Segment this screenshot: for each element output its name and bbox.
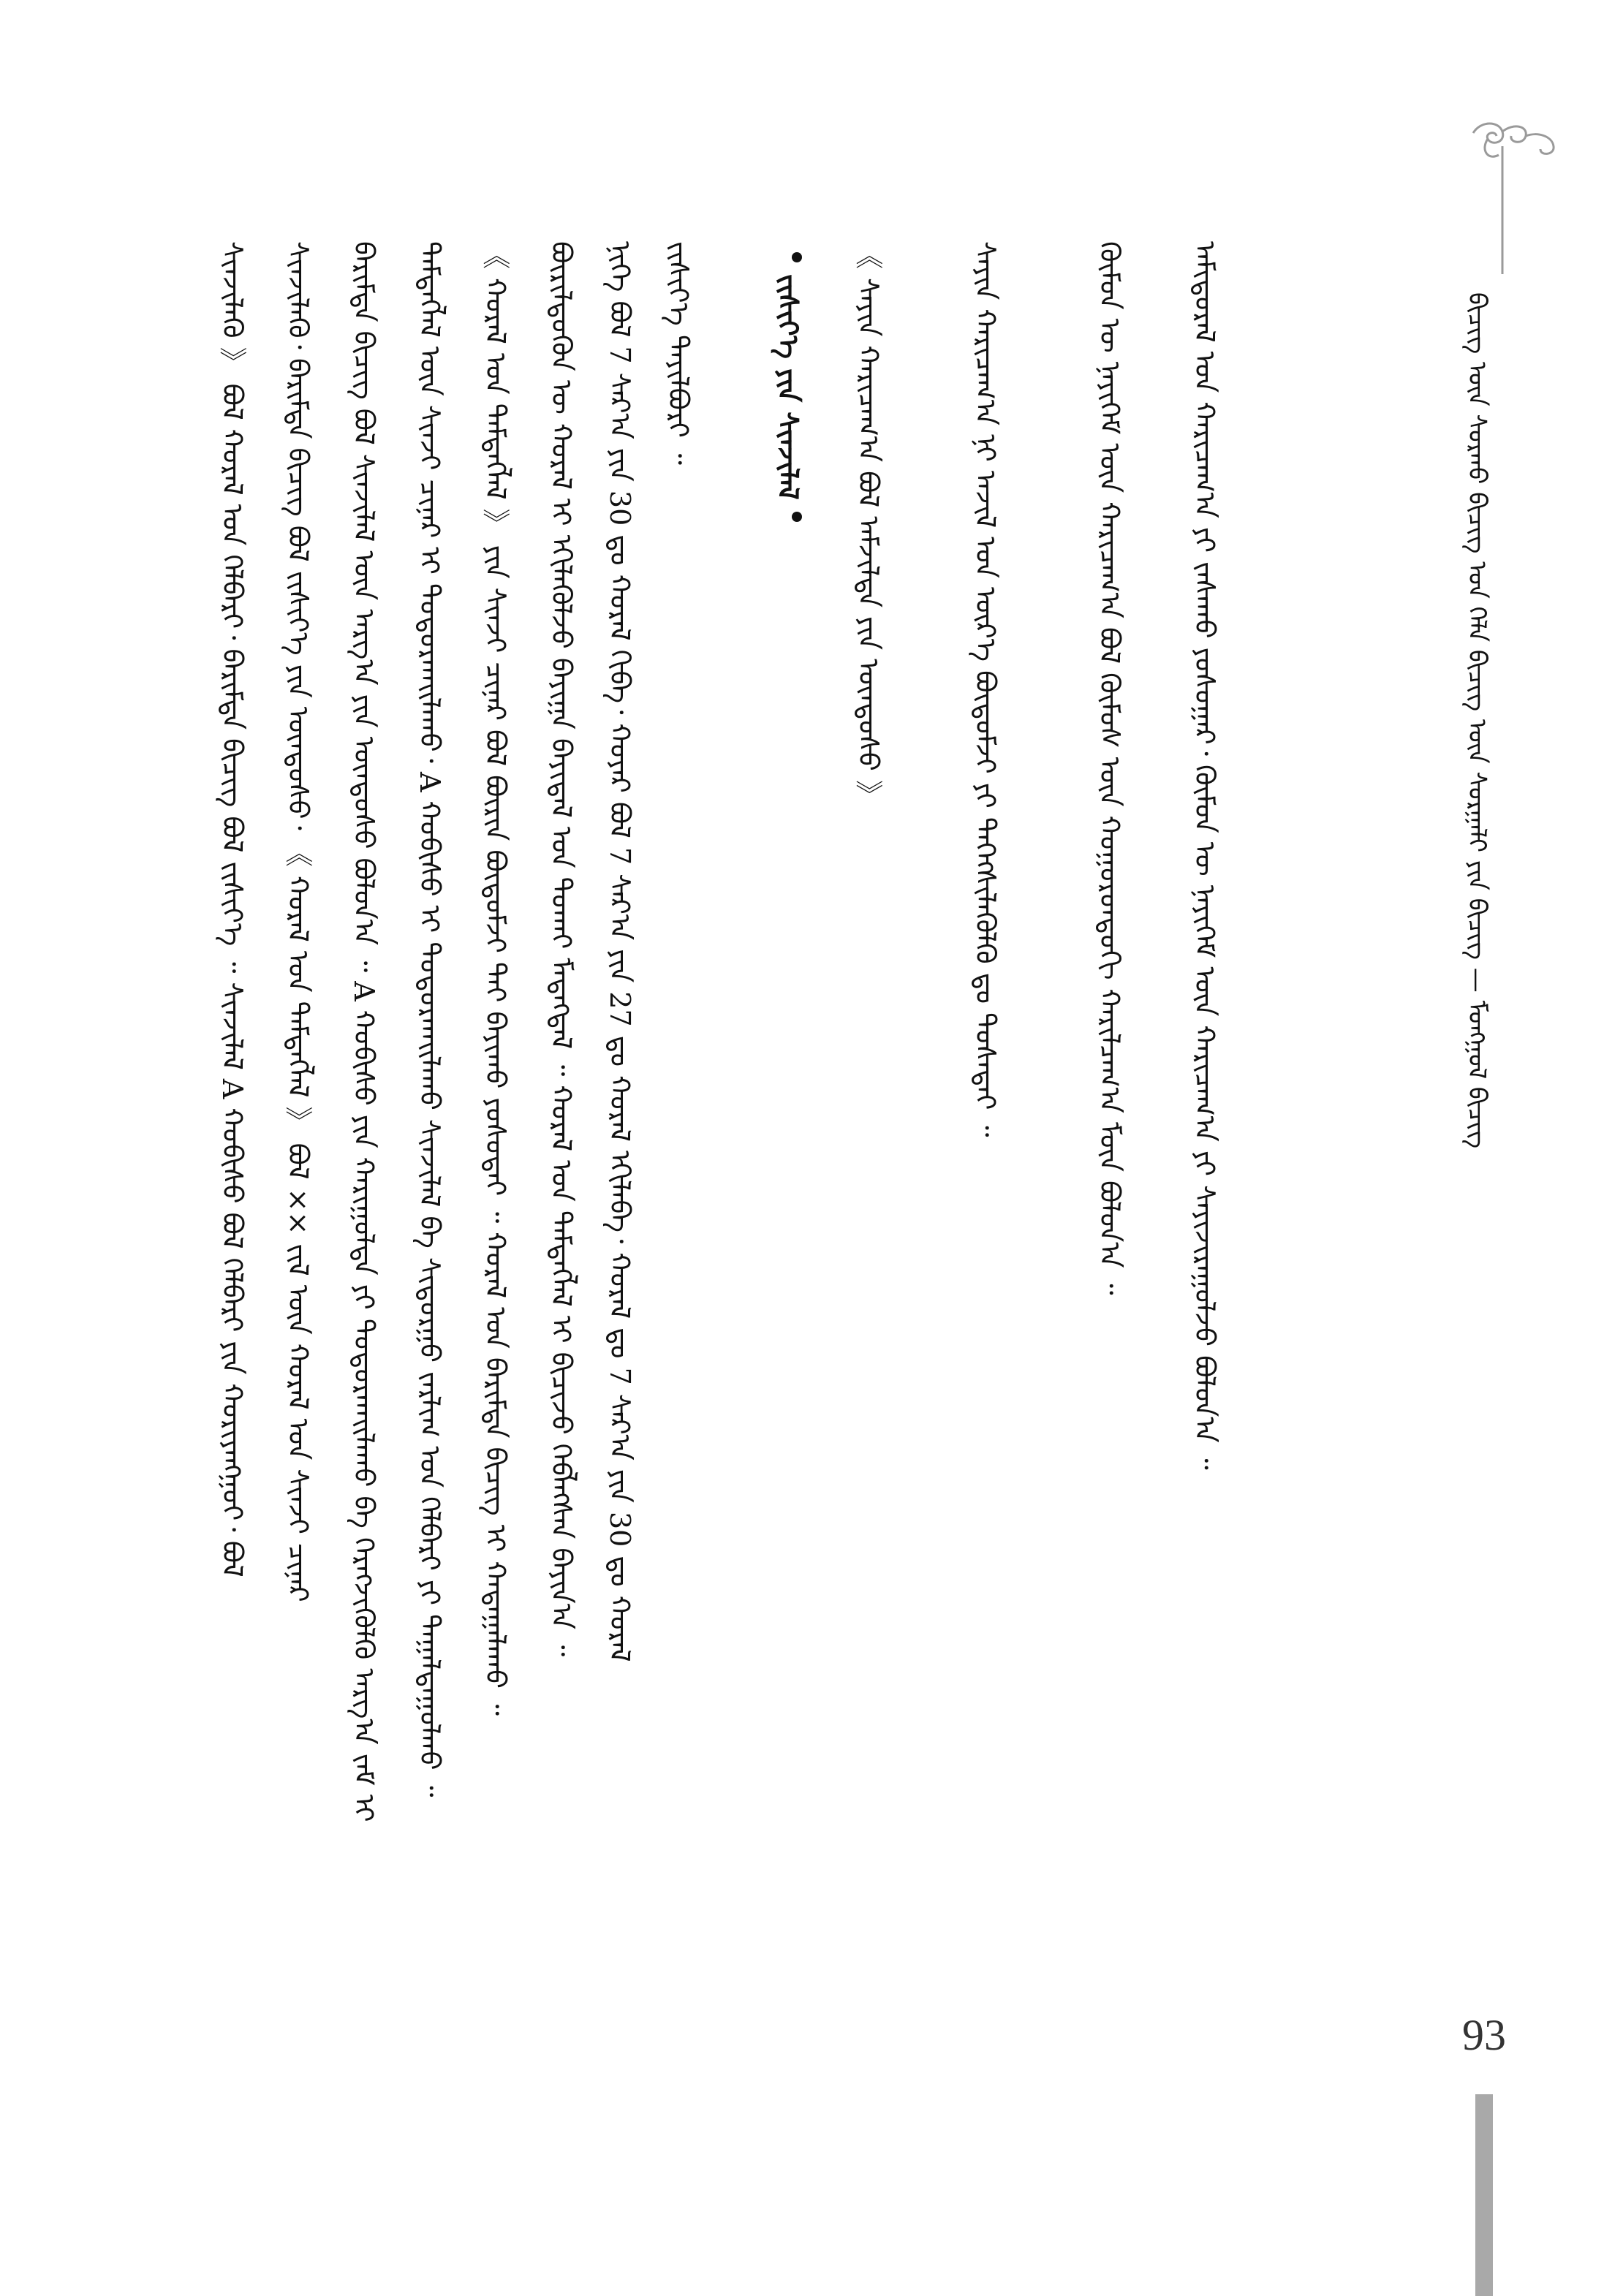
ornament-flourish-icon bbox=[1459, 117, 1568, 278]
document-page: ᠪᠢᠴᠢᠭ ᠦᠨ ᠰᠤᠷᠬᠤ ᠪᠢᠴᠢᠭ ᠤᠨ ᠬᠡᠯᠡ ᠪᠢᠴᠢᠭ ᠦᠨ ᠰᠤᠷᠭᠠᠯᠢ ᠶᠢᠨ ᠪᠢᠴᠢᠭ᠌ — ᠮᠣᠩᠭᠣᠯ ᠪᠢᠴᠢᠭ ᠠᠮᠢᠳᠤᠷᠠᠯ ᠤᠨ ᠬᠠᠷᠢᠴᠠᠭ᠎ᠠ ᠶᠢ ᠵᠠᠰᠠᠬᠤ ᠶᠤᠰᠤᠭᠠᠷ᠂ ᠬᠦᠮᠦᠨ ᠦ ᠨᠡᠶᠢᠭᠡᠮ ᠦᠨ ᠬᠠᠷᠢᠴᠠᠭ᠎ᠠ ᠶᠢ ᠰᠠᠶᠢᠵᠢᠷᠠᠭᠤᠯᠵᠤ ᠪᠣᠯᠤᠨ᠎ᠠ ᠃ ᠬᠦᠮᠦᠨ ᠦ ᠨᠡᠶᠢᠭᠡᠮ ᠦᠨ ᠬᠠᠷᠢᠴᠠᠭ᠎ᠠ ᠪᠣᠯ ᠬᠦᠮᠦᠰ ᠦᠨ ᠬᠣᠭᠣᠷᠣᠨᠳᠤᠬᠢ ᠬᠠᠷᠢᠯᠴᠠᠭ᠎ᠠ ᠮᠥᠨ ᠪᠣᠯᠤᠨ᠎ᠠ ᠃ ᠰᠠᠶᠢᠨ ᠬᠠᠷᠢᠴᠠᠭ᠎ᠠ ᠨᠢ ᠠᠵᠢᠯ ᠤᠨ ᠦᠷ᠎ᠡ ᠪᠦᠲᠦᠮᠵᠢ ᠶᠢ ᠳᠡᠭᠡᠭᠰᠢᠯᠡᠭᠦᠯᠬᠦ ᠳᠤ ᠲᠤᠰᠠᠲᠠᠢ ᠃ 《 ᠰᠠᠶᠢᠨ ᠬᠠᠷᠢᠴᠠᠭ᠎ᠠ ᠪᠣᠯ ᠠᠮᠵᠢᠯᠲᠠ ᠶᠢᠨ ᠦᠨᠳᠦᠰᠦ 》 ᠵᠢᠱᠢᠶ᠎ᠡ ᠶᠢᠨ ᠰᠢᠨᠵᠢᠯᠡᠯ ᠵᠢᠱᠢᠶ᠎ᠡ ᠲᠠᠶᠢᠯᠪᠤᠷᠢ ᠃ ᠨᠢᠭᠡ ᠪᠣᠯ 7 ᠰᠠᠷ᠎ᠠ ᠶᠢᠨ 30 ᠳᠤ ᠬᠤᠷᠠᠯ ᠬᠢᠪᠡ᠂ ᠬᠣᠶᠠᠷ ᠪᠣᠯ 7 ᠰᠠᠷ᠎ᠠ ᠶᠢᠨ 27 ᠳᠤ ᠬᠤᠷᠠᠯ ᠡᠬᠢᠯᠡᠪᠡ᠂ ᠬᠤᠷᠠᠯ ᠳᠤ 7 ᠰᠠᠷ᠎ᠠ ᠶᠢᠨ 30 ᠳᠤ ᠬᠤᠷᠠᠯ ᠪᠦᠷᠢᠯᠳᠦᠬᠦᠨ ᠦ ᠬᠤᠷᠠᠯ ᠢ ᠡᠬᠢᠯᠡᠭᠦᠯᠵᠦ ᠪᠠᠶᠢᠭᠠ ᠪᠠᠶᠢᠳᠠᠯ ᠤᠨ ᠲᠤᠬᠠᠢ ᠮᠡᠳᠡᠭᠳᠡᠯ ᠃ ᠬᠤᠷᠠᠯ ᠤᠨ ᠲᠡᠮᠳᠡᠭᠯᠡᠯ ᠢ ᠪᠢᠴᠢᠵᠦ ᠬᠡᠪᠯᠡᠭᠰᠡᠨ ᠪᠠᠶᠢᠨ᠎ᠠ ᠃ 《 ᠬᠤᠷᠠᠯ ᠤᠨ ᠲᠡᠮᠳᠡᠭᠯᠡᠯ 》 ᠶᠢᠨ ᠰᠢᠨᠵᠢ ᠴᠢᠨᠠᠷ ᠪᠣᠯ ᠪᠦᠷᠢᠨ ᠪᠦᠲᠦᠮᠵᠢ ᠲᠠᠢ ᠪᠠᠶᠢᠬᠤ ᠶᠤᠰᠤᠲᠠᠢ ᠃ ᠬᠤᠷᠠᠯ ᠤᠨ ᠪᠠᠷᠢᠮᠲᠠ ᠪᠢᠴᠢᠭ ᠢ ᠬᠠᠳᠠᠭᠠᠯᠠᠬᠤ ᠃ ᠲᠡᠮᠳᠡᠭᠯᠡᠯ ᠦᠨ ᠰᠢᠨᠵᠢ ᠴᠢᠨᠠᠷ ᠢ ᠲᠣᠳᠣᠷᠬᠠᠢᠯᠠᠬᠤ᠂ A ᠬᠤᠪᠢᠰᠤ ᠢ ᠲᠣᠳᠣᠷᠬᠠᠢᠯᠠᠬᠤ ᠰᠢᠨᠵᠢᠯᠡᠯ ᠪᠠ ᠰᠢᠳᠤᠷᠭᠤ ᠵᠠᠷᠯᠢᠭ ᠤᠨ ᠬᠡᠯᠪᠡᠷᠢ ᠶᠢ ᠳᠠᠭᠠᠯᠳᠠᠭᠤᠯᠬᠤ ᠃ ᠪᠠᠷᠢᠮᠲᠠ ᠪᠢᠴᠢᠭ ᠪᠣᠯ ᠰᠢᠨᠵᠢᠯᠡᠯ ᠦᠨ ᠠᠷᠭ᠎ᠠ ᠶᠢᠨ ᠦᠨᠳᠦᠰᠦ ᠪᠣᠯᠤᠨ᠎ᠠ ᠃ A ᠬᠤᠪᠢᠰᠤ ᠶᠢᠨ ᠬᠠᠷᠢᠭᠤᠯᠲᠠ ᠶᠢ ᠲᠣᠳᠣᠷᠬᠠᠢᠯᠠᠬᠤ ᠪᠠ ᠬᠡᠷᠡᠭᠵᠢᠭᠦᠯᠬᠦ ᠠᠷᠭ᠎ᠠ ᠵᠠᠮ ᠢ ᠰᠢᠨᠵᠢᠯᠡᠬᠦ᠂ ᠪᠠᠷᠢᠮᠲᠠ ᠪᠢᠴᠢᠭ ᠪᠣᠯ ᠵᠢᠱᠢᠶ᠎ᠡ ᠶᠢᠨ ᠦᠨᠳᠦᠰᠦ᠂ 《 ᠬᠤᠷᠠᠯ ᠤᠨ ᠲᠡᠮᠳᠡᠭᠯᠡᠯ 》 ᠪᠣᠯ ×× ᠵᠢᠯ ᠦᠨ ᠬᠤᠷᠠᠯ ᠤᠨ ᠰᠢᠨᠵᠢ ᠴᠢᠨᠠᠷ ᠰᠢᠨᠵᠢᠯᠡᠬᠦ 》 ᠪᠣᠯ ᠬᠤᠷᠠᠯ ᠤᠨ ᠬᠡᠯᠪᠡᠷᠢ᠂ ᠪᠠᠷᠢᠮᠲᠠ ᠪᠢᠴᠢᠭ ᠪᠣᠯ ᠵᠢᠱᠢᠶ᠎ᠡ ᠃ ᠰᠢᠨᠵᠢᠯᠡᠯ A ᠬᠤᠪᠢᠰᠤ ᠪᠣᠯ ᠬᠡᠯᠪᠡᠷᠢ ᠶᠢᠨ ᠬᠤᠷᠢᠶᠠᠩᠭᠤᠢ᠂ ᠪᠣᠯ 93 bbox=[0, 0, 1623, 2296]
page-number: 93 bbox=[1462, 2011, 1506, 2059]
heading-bullet-top bbox=[792, 252, 802, 262]
running-header-text: ᠪᠢᠴᠢᠭ ᠦᠨ ᠰᠤᠷᠬᠤ ᠪᠢᠴᠢᠭ ᠤᠨ ᠬᠡᠯᠡ ᠪᠢᠴᠢᠭ ᠦᠨ ᠰᠤᠷᠭᠠᠯᠢ ᠶᠢᠨ ᠪᠢᠴᠢᠭ᠌ — ᠮᠣᠩᠭᠣᠯ ᠪᠢᠴᠢᠭ bbox=[1462, 292, 1491, 1149]
page-edge-bar bbox=[1475, 2094, 1493, 2296]
running-header bbox=[1462, 292, 1513, 1550]
heading-bullet-bottom bbox=[792, 512, 802, 522]
